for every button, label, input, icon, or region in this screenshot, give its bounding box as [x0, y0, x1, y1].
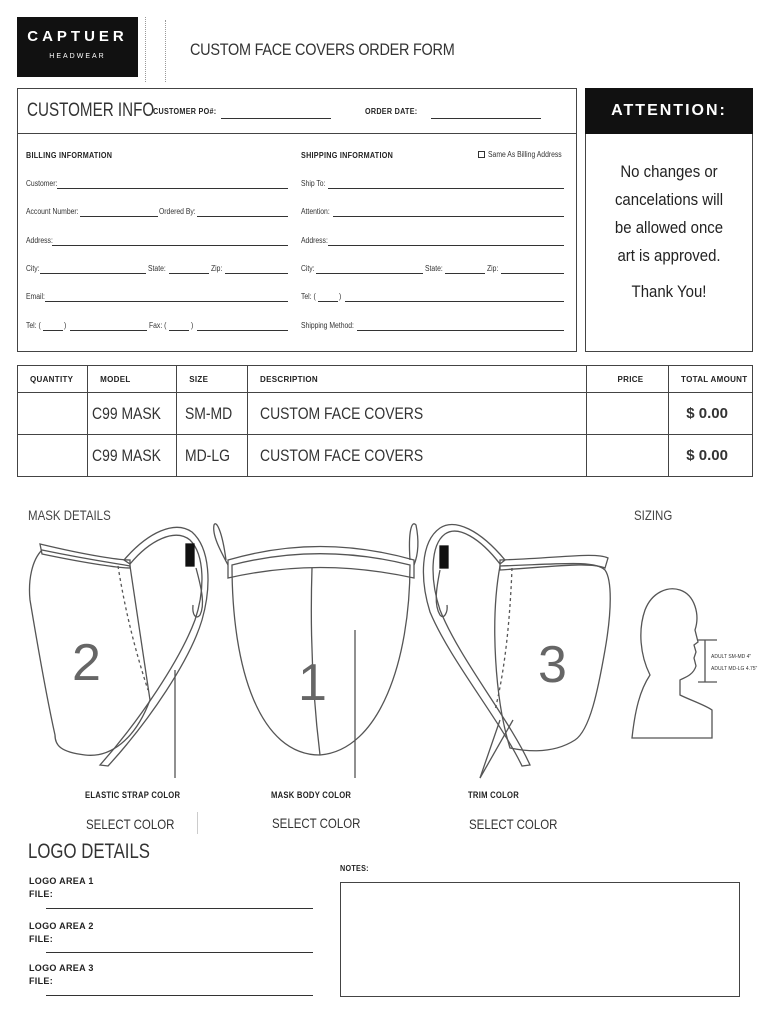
- logo-area-label: LOGO AREA 2: [29, 921, 94, 931]
- attention-line: be allowed once: [614, 218, 724, 237]
- attention-line: art is approved.: [617, 246, 721, 265]
- attention-line: No changes or: [620, 162, 718, 181]
- customer-info-box: [17, 88, 577, 352]
- attention-field[interactable]: [333, 216, 564, 217]
- mask-side-right-loop: [436, 570, 447, 617]
- quantity-cell[interactable]: [18, 435, 88, 477]
- billing-heading: BILLING INFORMATION: [26, 151, 113, 160]
- same-as-billing-label: Same As Billing Address: [488, 150, 562, 159]
- notes-label: NOTES:: [340, 864, 369, 873]
- shipping-heading: SHIPPING INFORMATION: [301, 151, 394, 160]
- customer-field[interactable]: [57, 188, 288, 189]
- billing-city-field[interactable]: [40, 273, 146, 274]
- attention-line: cancelations will: [614, 190, 724, 209]
- mask-front-trim: [228, 547, 414, 579]
- model-value: C99 MASK: [92, 403, 162, 423]
- ship-to-field[interactable]: [328, 188, 564, 189]
- size-value: MD-LG: [185, 445, 231, 465]
- logo-area-1: [29, 875, 94, 901]
- billing-city-label: City:: [26, 264, 40, 273]
- shipping-zip-field[interactable]: [501, 273, 564, 274]
- ordered-by-label: Ordered By:: [159, 207, 196, 216]
- thank-you-text: Thank You!: [631, 282, 707, 301]
- column-header: SIZE: [177, 366, 248, 393]
- mask-front-strap-left: [214, 524, 228, 565]
- account-number-field[interactable]: [80, 216, 158, 217]
- trim-color-select[interactable]: SELECT COLOR: [469, 816, 558, 832]
- billing-tel-label: Tel: (: [26, 321, 41, 330]
- form-title: CUSTOM FACE COVERS ORDER FORM: [190, 40, 455, 59]
- billing-tel-field[interactable]: [70, 330, 147, 331]
- fax-area-field[interactable]: [169, 330, 189, 331]
- description-value: CUSTOM FACE COVERS: [260, 445, 424, 465]
- mask-side-right-toggle: [440, 546, 448, 568]
- shipping-tel-label: Tel: (: [301, 292, 316, 301]
- shipping-tel-field[interactable]: [345, 301, 564, 302]
- model-value: C99 MASK: [92, 445, 162, 465]
- fax-field[interactable]: [197, 330, 288, 331]
- elastic-strap-color-label: ELASTIC STRAP COLOR: [85, 790, 181, 800]
- billing-address-label: Address:: [26, 236, 53, 245]
- billing-tel-close: ): [64, 321, 67, 330]
- total-cell: $ 0.00: [669, 393, 753, 435]
- email-field[interactable]: [45, 301, 288, 302]
- size-value: SM-MD: [185, 403, 233, 423]
- shipping-state-field[interactable]: [445, 273, 485, 274]
- mask-side-left-trim: [40, 544, 130, 568]
- description-cell: [248, 393, 587, 435]
- logo-area-label: LOGO AREA 1: [29, 876, 94, 886]
- ship-to-label: Ship To:: [301, 179, 326, 188]
- trim-color-label: TRIM COLOR: [468, 790, 519, 800]
- customer-po-label: CUSTOMER PO#:: [153, 107, 217, 116]
- logo-area-3: [29, 962, 94, 988]
- mask-number-1: 1: [298, 654, 327, 712]
- elastic-strap-color-select[interactable]: SELECT COLOR: [86, 816, 175, 832]
- notes-field[interactable]: [340, 882, 740, 997]
- same-as-billing-checkbox[interactable]: [478, 151, 485, 158]
- logo-details-title: LOGO DETAILS: [28, 840, 150, 863]
- model-cell: [88, 393, 177, 435]
- mask-illustration: [0, 520, 770, 790]
- shipping-method-label: Shipping Method:: [301, 321, 354, 330]
- shipping-city-field[interactable]: [316, 273, 423, 274]
- logo-area-label: LOGO AREA 3: [29, 963, 94, 973]
- logo-file-label: FILE:: [29, 976, 53, 986]
- column-header: QUANTITY: [18, 366, 88, 393]
- logo-area-3-file-field[interactable]: [46, 995, 313, 996]
- billing-address-field[interactable]: [52, 245, 288, 246]
- attention-label: Attention:: [301, 207, 330, 216]
- column-header: PRICE: [587, 366, 669, 393]
- mask-number-3: 3: [538, 636, 567, 694]
- order-table: [17, 365, 753, 477]
- logo-area-2: [29, 920, 94, 946]
- brand-name: CAPTUER: [27, 28, 128, 45]
- account-number-label: Account Number:: [26, 207, 79, 216]
- mask-side-right-trim: [500, 555, 608, 570]
- customer-po-field[interactable]: [221, 118, 331, 119]
- shipping-address-label: Address:: [301, 236, 328, 245]
- logo-file-label: FILE:: [29, 934, 53, 944]
- divider: [165, 20, 166, 82]
- billing-state-field[interactable]: [169, 273, 209, 274]
- description-value: CUSTOM FACE COVERS: [260, 403, 424, 423]
- divider: [197, 812, 198, 834]
- table-row: [18, 435, 753, 477]
- price-cell[interactable]: [587, 393, 669, 435]
- mask-body-color-select[interactable]: SELECT COLOR: [272, 815, 361, 831]
- brand-logo: [17, 17, 138, 77]
- fax-label: Fax: (: [149, 321, 167, 330]
- mask-side-left-toggle: [186, 544, 194, 566]
- order-date-label: ORDER DATE:: [365, 107, 418, 116]
- column-header: TOTAL AMOUNT: [669, 366, 753, 393]
- logo-area-1-file-field[interactable]: [46, 908, 313, 909]
- order-date-field[interactable]: [431, 118, 541, 119]
- customer-label: Customer:: [26, 179, 58, 188]
- table-row: [18, 393, 753, 435]
- shipping-city-label: City:: [301, 264, 315, 273]
- brand-sub: HEADWEAR: [49, 53, 106, 60]
- attention-title: ATTENTION:: [585, 88, 753, 134]
- price-cell[interactable]: [587, 435, 669, 477]
- mask-number-2: 2: [72, 634, 101, 692]
- table-header-row: [18, 366, 753, 393]
- total-cell: $ 0.00: [669, 435, 753, 477]
- sizing-large-label: ADULT MD-LG 4.75": [711, 666, 758, 672]
- size-cell: [177, 393, 248, 435]
- shipping-method-field[interactable]: [357, 330, 564, 331]
- ordered-by-field[interactable]: [197, 216, 288, 217]
- logo-area-2-file-field[interactable]: [46, 952, 313, 953]
- shipping-tel-close: ): [339, 292, 342, 301]
- attention-message: [595, 158, 743, 270]
- fax-close: ): [191, 321, 194, 330]
- column-header: MODEL: [88, 366, 177, 393]
- sizing-small-label: ADULT SM-MD 4": [711, 654, 752, 660]
- shipping-zip-label: Zip:: [487, 264, 499, 273]
- email-label: Email:: [26, 292, 45, 301]
- logo-file-label: FILE:: [29, 889, 53, 899]
- mask-details-title: MASK DETAILS: [28, 507, 111, 523]
- customer-info-title: CUSTOMER INFO: [27, 100, 155, 121]
- divider: [17, 133, 577, 134]
- description-cell: [248, 435, 587, 477]
- billing-state-label: State:: [148, 264, 166, 273]
- billing-zip-field[interactable]: [225, 273, 288, 274]
- sizing-title: SIZING: [634, 507, 673, 523]
- size-cell: [177, 435, 248, 477]
- shipping-address-field[interactable]: [328, 245, 564, 246]
- shipping-tel-area-field[interactable]: [318, 301, 338, 302]
- model-cell: [88, 435, 177, 477]
- sizing-head-silhouette: [632, 589, 712, 738]
- shipping-state-label: State:: [425, 264, 443, 273]
- quantity-cell[interactable]: [18, 393, 88, 435]
- mask-body-color-label: MASK BODY COLOR: [271, 790, 352, 800]
- billing-tel-area-field[interactable]: [43, 330, 63, 331]
- billing-zip-label: Zip:: [211, 264, 223, 273]
- divider: [145, 17, 146, 82]
- column-header: DESCRIPTION: [248, 366, 587, 393]
